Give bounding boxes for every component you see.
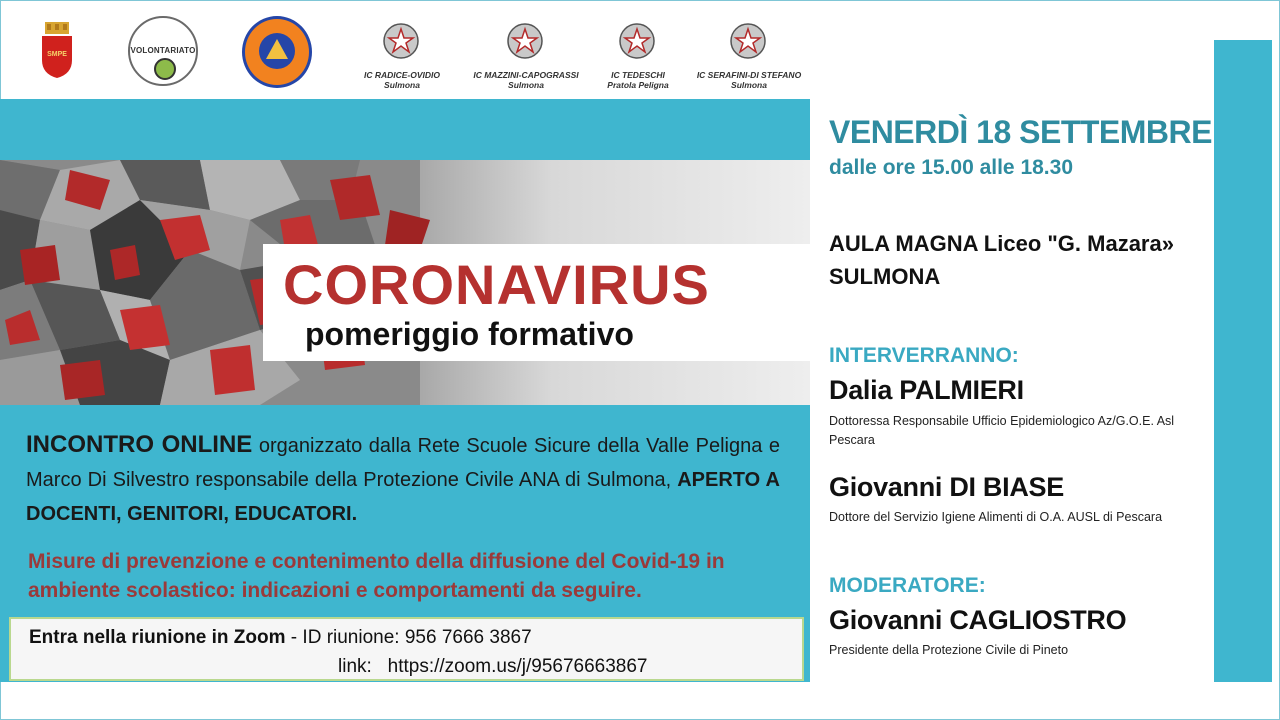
school-name-4: IC SERAFINI-DI STEFANO bbox=[696, 70, 802, 80]
hero-title: CORONAVIRUS bbox=[283, 253, 710, 316]
school-city-3: Pratola Peligna bbox=[607, 80, 669, 90]
school-name-1: IC RADICE-OVIDIO bbox=[363, 70, 441, 80]
venue-line-1: AULA MAGNA Liceo "G. Mazara» bbox=[829, 231, 1174, 256]
covid-measures-text: Misure di prevenzione e contenimento della diffusione del Covid-19 in ambiente scolastico: indicazioni e comportamenti da seguire. bbox=[28, 550, 725, 602]
right-accent-bar bbox=[1214, 40, 1272, 682]
school-name-2: IC MAZZINI-CAPOGRASSI bbox=[473, 70, 579, 80]
zoom-meeting-box bbox=[9, 617, 804, 681]
italian-republic-emblem-icon bbox=[730, 22, 766, 60]
school-name-3: IC TEDESCHI bbox=[611, 70, 665, 80]
sulmona-coat-of-arms-logo bbox=[40, 22, 74, 78]
volontariato-logo-emblem bbox=[154, 58, 176, 80]
school-label-2 bbox=[461, 70, 591, 90]
school-city-2: Sulmona bbox=[508, 80, 544, 90]
school-city-1: Sulmona bbox=[384, 80, 420, 90]
italian-republic-emblem-icon bbox=[619, 22, 655, 60]
shield-text: SMPE bbox=[47, 51, 67, 58]
speaker-role-2: Dottore del Servizio Igiene Alimenti di O.A. AUSL di Pescara bbox=[829, 510, 1163, 524]
zoom-meeting-id: - ID riunione: 956 7666 3867 bbox=[285, 627, 532, 648]
italian-republic-emblem-icon bbox=[507, 22, 543, 60]
event-date: VENERDÌ 18 SETTEMBRE bbox=[829, 114, 1212, 150]
hero-subtitle: pomeriggio formativo bbox=[305, 316, 634, 352]
moderator-role: Presidente della Protezione Civile di Pineto bbox=[829, 643, 1069, 657]
moderator-name: Giovanni CAGLIOSTRO bbox=[829, 605, 1127, 635]
zoom-line-2 bbox=[338, 656, 648, 678]
venue-line-2: SULMONA bbox=[829, 264, 941, 289]
zoom-line-1 bbox=[29, 627, 532, 649]
zoom-link-label: link: bbox=[338, 656, 372, 677]
protezione-civile-triangle bbox=[266, 39, 288, 59]
school-city-4: Sulmona bbox=[731, 80, 767, 90]
school-label-1 bbox=[337, 70, 467, 90]
description-lead: INCONTRO ONLINE bbox=[26, 431, 253, 458]
description-body: organizzato dalla Rete Scuole Sicure della Valle Peligna e Marco Di Silvestro responsabile della Protezione Civile ANA di Sulmona, bbox=[26, 435, 780, 491]
zoom-link[interactable]: https://zoom.us/j/95676663867 bbox=[387, 656, 648, 677]
volontariato-logo bbox=[128, 16, 198, 86]
speaker-name-1: Dalia PALMIERI bbox=[829, 375, 1024, 405]
speaker-role-1: Dottoressa Responsabile Ufficio Epidemiologico Az/G.O.E. Asl Pescara bbox=[829, 414, 1175, 447]
protezione-civile-pineto-logo bbox=[242, 16, 312, 88]
event-venue bbox=[829, 227, 1174, 293]
speakers-heading: INTERVERRANNO: bbox=[829, 344, 1019, 367]
speaker-name-2: Giovanni DI BIASE bbox=[829, 472, 1064, 502]
zoom-label: Entra nella riunione in Zoom bbox=[29, 627, 286, 648]
event-description bbox=[26, 428, 780, 531]
volontariato-logo-text: VOLONTARIATO bbox=[130, 46, 196, 55]
event-time: dalle ore 15.00 alle 18.30 bbox=[829, 156, 1074, 179]
school-label-4 bbox=[684, 70, 814, 90]
description-audience: APERTO A DOCENTI, GENITORI, EDUCATORI. bbox=[26, 469, 780, 525]
moderator-heading: MODERATORE: bbox=[829, 574, 986, 597]
italian-republic-emblem-icon bbox=[383, 22, 419, 60]
